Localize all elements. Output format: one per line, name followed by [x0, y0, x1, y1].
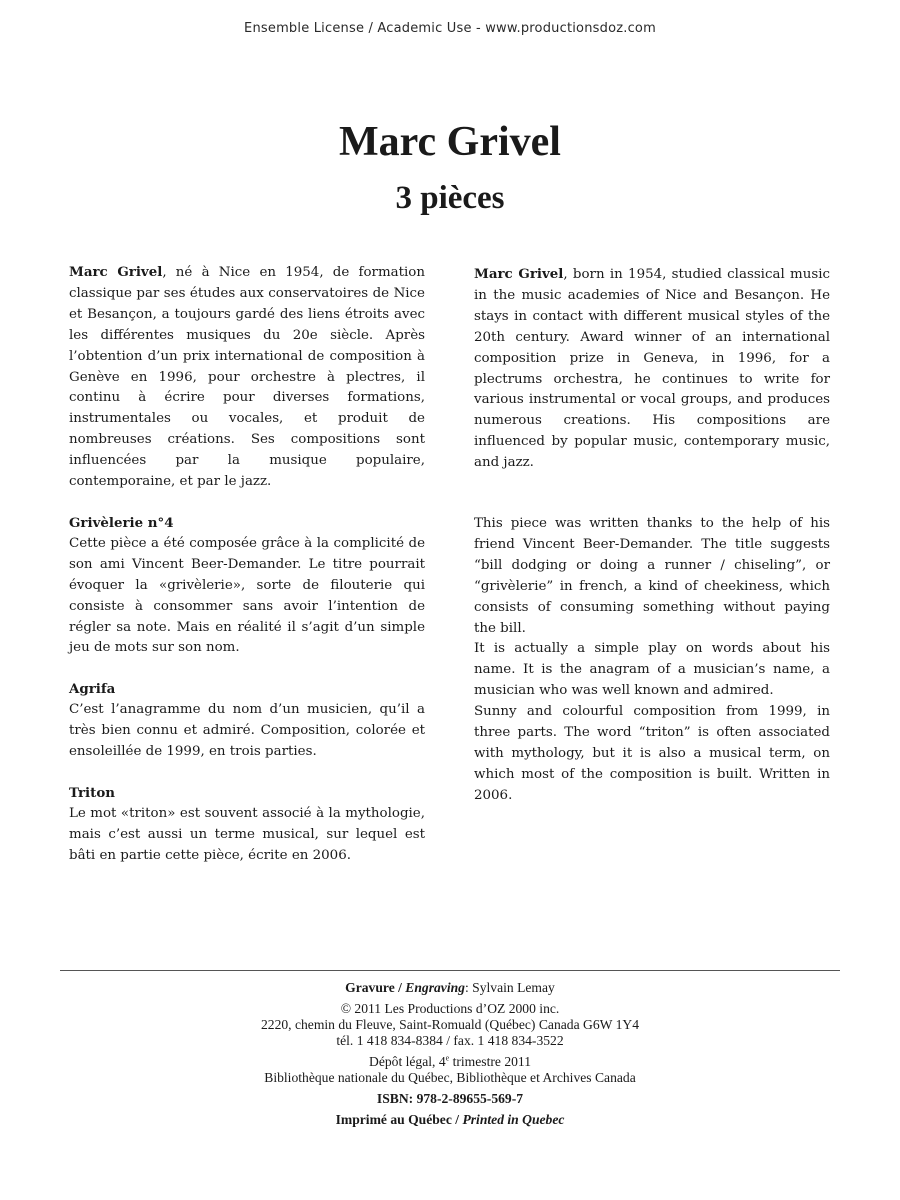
piece-grivelerie: [69, 513, 425, 659]
piece-heading: Agrifa: [69, 681, 116, 698]
piece-text-english: This piece was written thanks to the help of his friend Vincent Beer-Demander. The title suggests “bill dodging or doing a runner / chiseling”, or “grivèlerie” in french, a kind of cheekiness, which consists of consuming something without paying the bill.: [474, 516, 830, 636]
bio-english: [474, 264, 830, 474]
piece-text: C’est l’anagramme du nom d’un musicien, qu’il a très bien connu et admiré. Composition, colorée et ensoleillée de 1999, en trois parties.: [69, 702, 425, 760]
legal-deposit-pre: Dépôt légal, 4: [369, 1054, 446, 1069]
printed-en: Printed in Quebec: [462, 1112, 565, 1127]
isbn: ISBN: 978-2-89655-569-7: [376, 1091, 524, 1106]
pieces-french: [69, 513, 425, 887]
engraving-label-fr: Gravure /: [345, 980, 406, 995]
engraver-name: : Sylvain Lemay: [464, 980, 555, 995]
license-header: Ensemble License / Academic Use - www.productionsdoz.com: [244, 21, 656, 36]
copyright: © 2011 Les Productions d’OZ 2000 inc.: [340, 1001, 560, 1016]
legal-deposit-block: [0, 1054, 900, 1086]
phone-fax: tél. 1 418 834-8384 / fax. 1 418 834-3522: [336, 1033, 564, 1048]
piece-agrifa: [69, 679, 425, 763]
bio-french-name: Marc Grivel: [69, 264, 163, 280]
legal-deposit-post: trimestre 2011: [449, 1054, 531, 1069]
pieces-english: [474, 514, 830, 807]
piece-text: Le mot «triton» est souvent associé à la mythologie, mais c’est aussi un terme musical, sur lequel est bâti en partie cette pièce, écrite en 2006.: [69, 805, 425, 863]
piece-heading: Triton: [69, 784, 115, 801]
publisher-block: [0, 1001, 900, 1049]
legal-deposit-sup: e: [445, 1053, 450, 1063]
library: Bibliothèque nationale du Québec, Bibliothèque et Archives Canada: [264, 1070, 636, 1085]
page-title: Marc Grivel: [339, 119, 561, 165]
bio-french: [69, 262, 425, 493]
printed-in: [0, 1112, 900, 1128]
piece-triton: [69, 783, 425, 867]
legal-deposit: [0, 1054, 900, 1070]
engraving-label-en: Engraving: [405, 980, 465, 995]
piece-text-english: Sunny and colourful composition from 1999, in three parts. The word “triton” is often associated with mythology, but it is also a musical term, on which most of the composition is built. Written in 2006.: [474, 704, 830, 803]
colophon: [0, 980, 900, 1133]
bio-english-text: , born in 1954, studied classical music in the music academies of Nice and Besançon. He stays in contact with different musical styles of the 20th century. Award winner of an international composition prize in Geneva, in 1996, for a plectrums orchestra, he continues to write for various instrumental or vocal groups, and produces numerous creations. His compositions are influenced by popular music, contemporary music, and jazz.: [474, 267, 830, 471]
printed-fr: Imprimé au Québec /: [335, 1112, 463, 1127]
footer-divider: [60, 970, 840, 971]
engraving-credit: [0, 980, 900, 996]
page-subtitle: 3 pièces: [395, 180, 505, 216]
bio-english-name: Marc Grivel: [474, 266, 564, 282]
address: 2220, chemin du Fleuve, Saint-Romuald (Québec) Canada G6W 1Y4: [260, 1017, 640, 1032]
piece-heading: Grivèlerie n°4: [69, 515, 174, 531]
piece-text: Cette pièce a été composée grâce à la complicité de son ami Vincent Beer-Demander. Le titre pourrait évoquer la «grivèlerie», sorte de filouterie qui consiste à consommer sans avoir l’intention de régler sa note. Mais en réalité il s’agit d’un simple jeu de mots sur son nom.: [69, 535, 425, 656]
piece-text-english: It is actually a simple play on words about his name. It is the anagram of a musician’s name, a musician who was well known and admired.: [474, 641, 830, 699]
bio-french-text: , né à Nice en 1954, de formation classique par ses études aux conservatoires de Nice et Besançon, a toujours gardé des liens étroits avec les différentes musiques du 20e siècle. Après l’obtention d’un prix international de composition à Genève en 1996, pour orchestre à plectres, il continu à écrire pour diverses formations, instrumentales ou vocales, et produit de nombreuses créations. Ses compositions sont influencées par la musique populaire, contemporaine, et par le jazz.: [69, 265, 425, 490]
